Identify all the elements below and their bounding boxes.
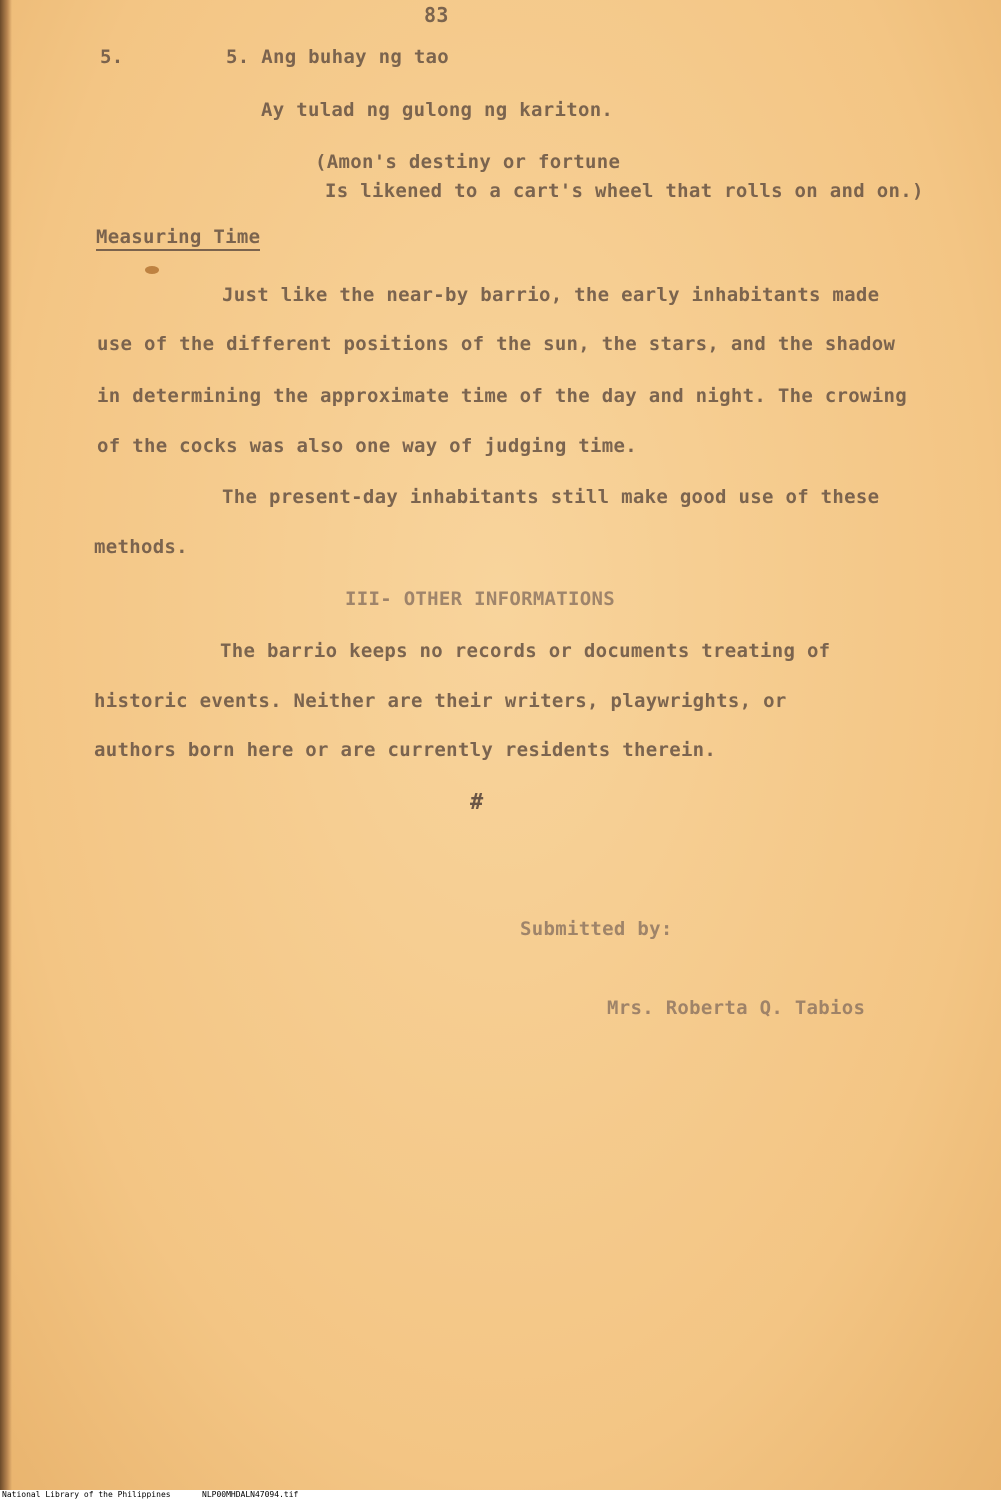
item-proverb-line2: Ay tulad ng gulong ng kariton. [261,99,614,121]
ink-blot [145,266,159,274]
measuring-time-p1-line2: use of the different positions of the sun, the stars, and the shadow [97,333,896,355]
other-info-line3: authors born here or are currently residents therein. [94,739,717,761]
footer-filename: NLP00MHDALN47094.tif [202,1490,299,1499]
footer-library: National Library of the Philippines [2,1490,171,1499]
item-translation-line2: Is likened to a cart's wheel that rolls on and on.) [325,180,924,202]
other-info-heading: III- OTHER INFORMATIONS [345,588,615,610]
measuring-time-heading: Measuring Time [96,226,260,251]
other-info-line2: historic events. Neither are their writers, playwrights, or [94,690,787,712]
measuring-time-p1-line1: Just like the near-by barrio, the early inhabitants made [222,284,880,306]
measuring-time-p2-line2: methods. [94,536,188,558]
measuring-time-p1-line3: in determining the approximate time of the day and night. The crowing [97,385,907,407]
measuring-time-p2-line1: The present-day inhabitants still make good use of these [222,486,880,508]
submitted-by-label: Submitted by: [520,918,673,940]
measuring-time-p1-line4: of the cocks was also one way of judging time. [97,435,637,457]
page-binding-edge [0,0,12,1490]
end-mark: # [470,790,484,815]
item-outer-number: 5. [100,46,124,68]
item-proverb-line1: 5. Ang buhay ng tao [226,46,450,68]
submitter-name: Mrs. Roberta Q. Tabios [607,997,866,1019]
item-translation-line1: (Amon's destiny or fortune [315,151,621,173]
other-info-line1: The barrio keeps no records or documents treating of [220,640,831,662]
page-number: 83 [424,3,449,27]
